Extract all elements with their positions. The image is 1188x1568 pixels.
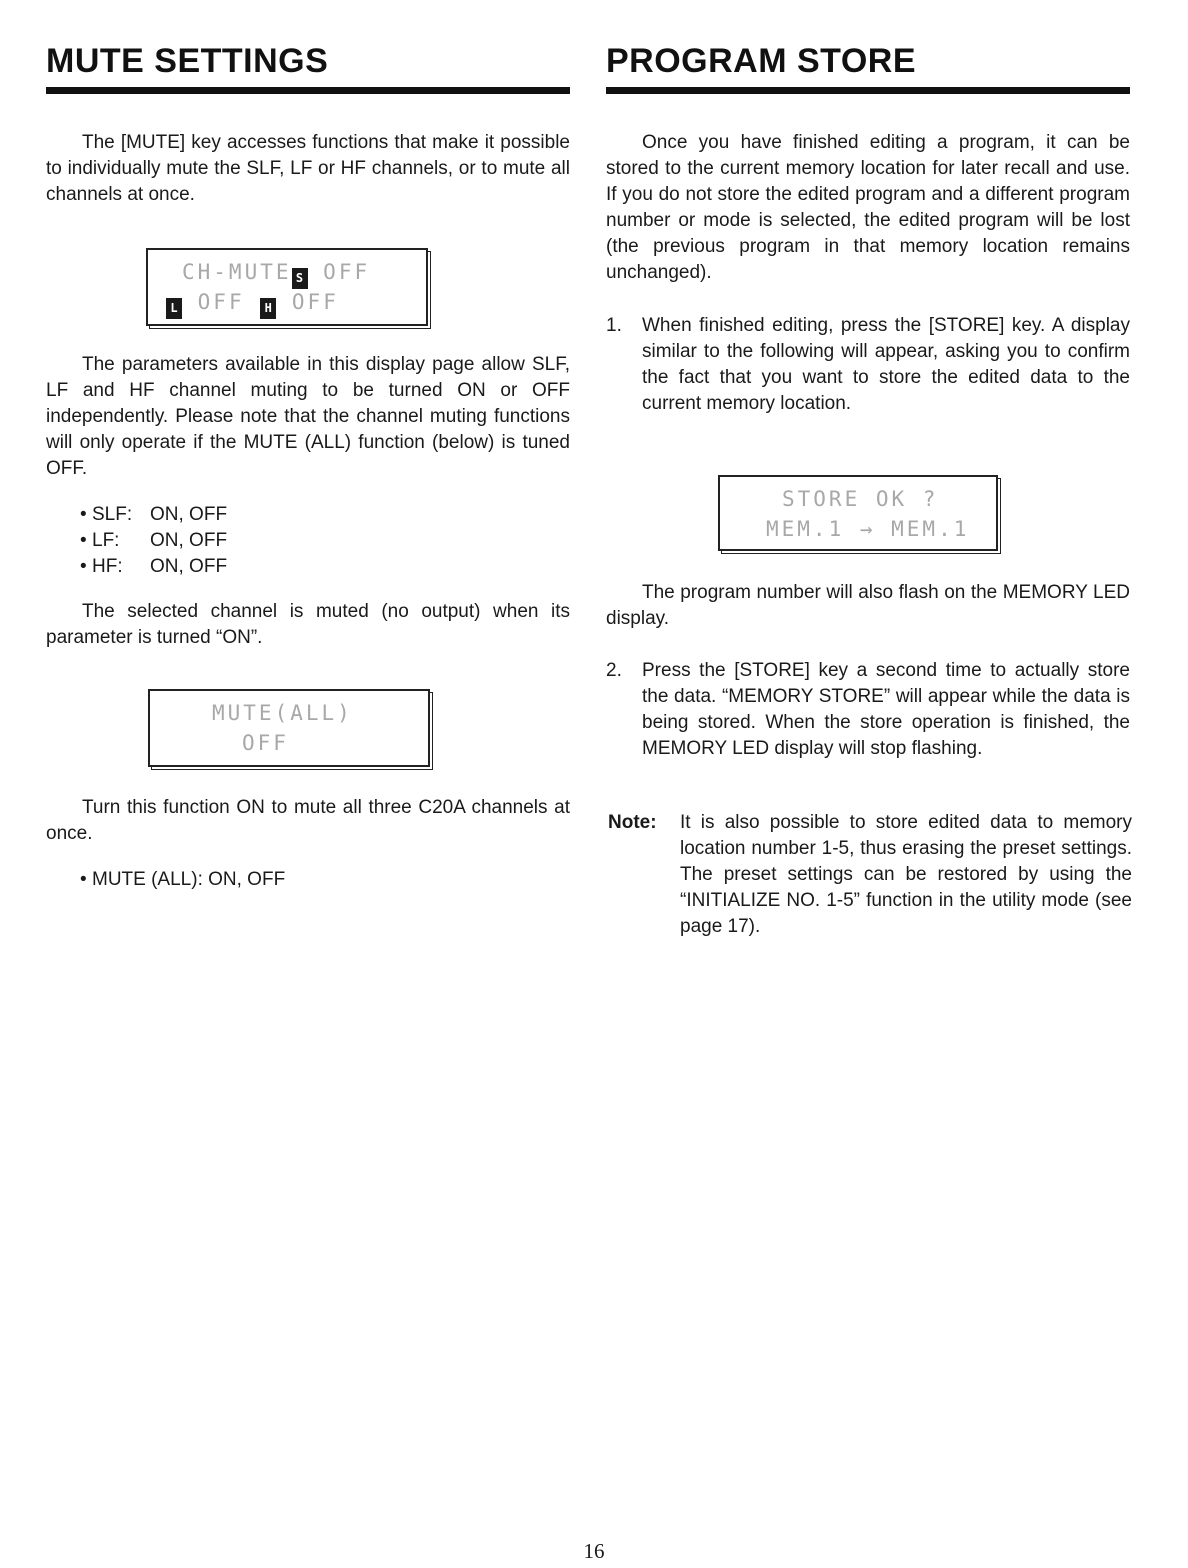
lcd-line-1	[182, 260, 370, 289]
lcd-lf-value: OFF	[197, 290, 245, 314]
bullet-mute-all: • MUTE (ALL): ON, OFF	[80, 867, 285, 893]
step-2-number: 2.	[606, 660, 622, 681]
lcd-mute-all-label: MUTE(ALL)	[212, 701, 353, 725]
channel-bullet-list	[80, 502, 227, 580]
store-intro-paragraph: Once you have finished editing a program, it can be stored to the current memory location for later recall and use. If you do not store the edited program and a different program number or mode is selected, the edited program will be lost (the previous program in that memory location remains unchanged).	[606, 132, 1130, 283]
step-1-text: When finished editing, press the [STORE] key. A display similar to the following will appear, asking you to confirm the fact that you want to store the edited data to the current memory location.	[642, 315, 1130, 414]
ch-mute-lcd-display	[146, 248, 428, 326]
lcd-mute-all-value: OFF	[242, 731, 289, 755]
title-rule	[606, 87, 1130, 94]
muted-paragraph: The selected channel is muted (no output) when its parameter is turned “ON”.	[46, 601, 570, 648]
lcd-line-2	[166, 290, 339, 319]
lcd-hf-value: OFF	[291, 290, 339, 314]
step-2-text: Press the [STORE] key a second time to actually store the data. “MEMORY STORE” will appear while the data is being stored. When the store operation is finished, the MEMORY LED display will stop flashing.	[642, 660, 1130, 759]
lcd-hf-indicator: H	[260, 298, 276, 319]
mute-all-paragraph: Turn this function ON to mute all three C20A channels at once.	[46, 797, 570, 844]
mute-all-bullet-list	[80, 867, 285, 893]
page-number: 16	[583, 1539, 605, 1563]
bullet-slf: • SLF: ON, OFF	[80, 502, 227, 528]
step-1	[606, 313, 1130, 423]
step-2	[606, 658, 1130, 768]
lcd-store-ok-label: STORE OK ?	[782, 487, 939, 511]
program-store-title: PROGRAM STORE	[606, 42, 917, 80]
mute-all-lcd-display	[148, 689, 430, 767]
lcd-lf-indicator: L	[166, 298, 182, 319]
bullet-lf: • LF: ON, OFF	[80, 528, 227, 554]
title-rule	[46, 87, 570, 94]
note-label: Note:	[608, 812, 657, 833]
mute-settings-title: MUTE SETTINGS	[46, 42, 329, 80]
bullet-hf: • HF: ON, OFF	[80, 554, 227, 580]
lcd-ch-mute-label: CH-MUTE	[182, 260, 292, 284]
flash-paragraph: The program number will also flash on the MEMORY LED display.	[606, 582, 1130, 629]
mute-intro-paragraph: The [MUTE] key accesses functions that make it possible to individually mute the SLF, LF or HF channels, or to mute all channels at once.	[46, 132, 570, 205]
lcd-mem-transfer: MEM.1 → MEM.1	[766, 517, 970, 541]
note-text: It is also possible to store edited data to memory location number 1-5, thus erasing the preset settings. The preset settings can be restored by using the “INITIALIZE NO. 1-5” function in the utility mode (see page 17).	[680, 812, 1132, 937]
params-paragraph: The parameters available in this display page allow SLF, LF and HF channel muting to be turned ON or OFF independently. Please note that the channel muting functions will only operate if the MUTE (ALL) function (below) is tuned OFF.	[46, 354, 570, 479]
lcd-slf-value: OFF	[323, 260, 371, 284]
lcd-slf-indicator: S	[292, 268, 308, 289]
store-ok-lcd-display	[718, 475, 998, 551]
step-1-number: 1.	[606, 315, 622, 336]
